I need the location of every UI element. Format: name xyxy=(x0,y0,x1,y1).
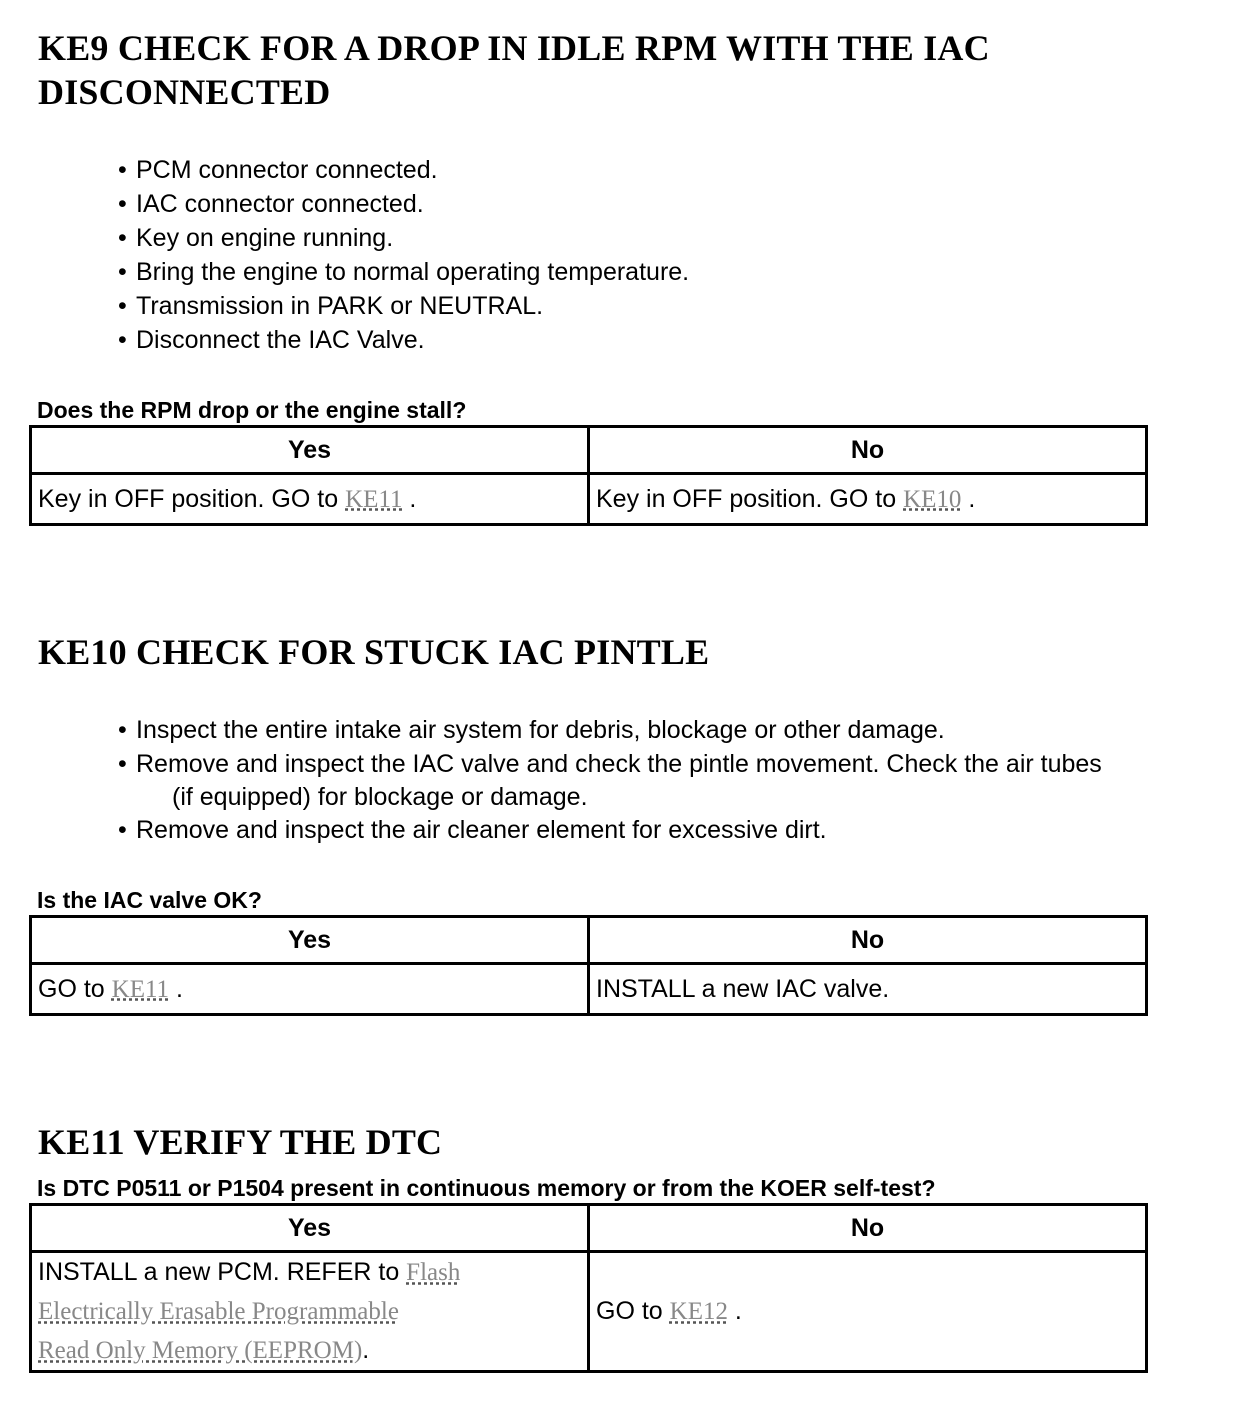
step-line: Remove and inspect the IAC valve and check the pintle movement. Check the air tubes xyxy=(136,750,1102,778)
step-line-continued: (if equipped) for blockage or damage. xyxy=(172,783,588,811)
list-item: • Transmission in PARK or NEUTRAL. xyxy=(118,289,689,323)
list-item: • Disconnect the IAC Valve. xyxy=(118,323,689,357)
no-cell-text: Key in OFF position. GO to xyxy=(596,484,904,513)
no-header: No xyxy=(589,1205,1147,1252)
list-item: • Remove and inspect the air cleaner element for excessive dirt. xyxy=(118,813,1102,847)
ke10-title: KE10 CHECK FOR STUCK IAC PINTLE xyxy=(38,632,710,672)
list-item: • Bring the engine to normal operating temperature. xyxy=(118,255,689,289)
goto-ke11-link[interactable]: KE11 xyxy=(111,975,170,1003)
table-row xyxy=(31,964,1147,1015)
no-cell-tail: . xyxy=(961,484,976,513)
eeprom-link-line1: Flash xyxy=(406,1259,461,1286)
yes-header: Yes xyxy=(31,427,589,474)
yes-cell xyxy=(31,964,589,1015)
eeprom-link-line2: Electrically Erasable Programmable xyxy=(38,1298,399,1325)
ke10-question: Is the IAC valve OK? xyxy=(37,887,262,913)
yes-cell-text: GO to xyxy=(38,974,112,1003)
goto-ke12-link[interactable]: KE12 xyxy=(669,1298,728,1325)
no-header: No xyxy=(589,917,1147,964)
no-cell xyxy=(589,1252,1147,1372)
ke11-answer-table xyxy=(29,1203,1148,1373)
yes-cell-tail: . xyxy=(169,974,183,1003)
list-item: • IAC connector connected. xyxy=(118,187,689,221)
no-cell: INSTALL a new IAC valve. xyxy=(589,964,1147,1015)
yes-header: Yes xyxy=(31,1205,589,1252)
table-row xyxy=(31,474,1147,525)
yes-cell-tail: . xyxy=(402,484,417,513)
ke9-title xyxy=(38,26,990,114)
goto-ke10-link[interactable]: KE10 xyxy=(903,485,962,513)
ke10-answer-table xyxy=(29,915,1148,1016)
no-header: No xyxy=(589,427,1147,474)
table-header-row xyxy=(31,1205,1147,1252)
table-row xyxy=(31,1252,1147,1372)
ke11-question: Is DTC P0511 or P1504 present in continuous memory or from the KOER self-test? xyxy=(37,1175,936,1201)
ke9-title-line1: KE9 CHECK FOR A DROP IN IDLE RPM WITH THE IAC xyxy=(38,28,990,68)
no-cell xyxy=(589,474,1147,525)
no-cell-text: GO to xyxy=(596,1297,670,1325)
list-item: • Key on engine running. xyxy=(118,221,689,255)
yes-header: Yes xyxy=(31,917,589,964)
ke9-steps-list xyxy=(118,153,689,357)
eeprom-link-line3: Read Only Memory (EEPROM) xyxy=(38,1337,363,1364)
list-item: • PCM connector connected. xyxy=(118,153,689,187)
no-cell-tail: . xyxy=(727,1297,742,1325)
ke9-answer-table xyxy=(29,425,1148,526)
yes-cell xyxy=(31,474,589,525)
yes-cell-text: Key in OFF position. GO to xyxy=(38,484,346,513)
ke10-steps-list xyxy=(118,713,1102,847)
table-header-row xyxy=(31,427,1147,474)
list-item xyxy=(118,747,1102,813)
yes-cell xyxy=(31,1252,589,1372)
yes-cell-tail: . xyxy=(362,1336,370,1364)
table-header-row xyxy=(31,917,1147,964)
yes-cell-text: INSTALL a new PCM. REFER to xyxy=(38,1258,407,1286)
list-item: • Inspect the entire intake air system for debris, blockage or other damage. xyxy=(118,713,1102,747)
ke9-title-line2: DISCONNECTED xyxy=(38,72,331,112)
ke9-question: Does the RPM drop or the engine stall? xyxy=(37,397,467,423)
ke11-title: KE11 VERIFY THE DTC xyxy=(38,1122,443,1162)
goto-ke11-link[interactable]: KE11 xyxy=(345,485,403,513)
